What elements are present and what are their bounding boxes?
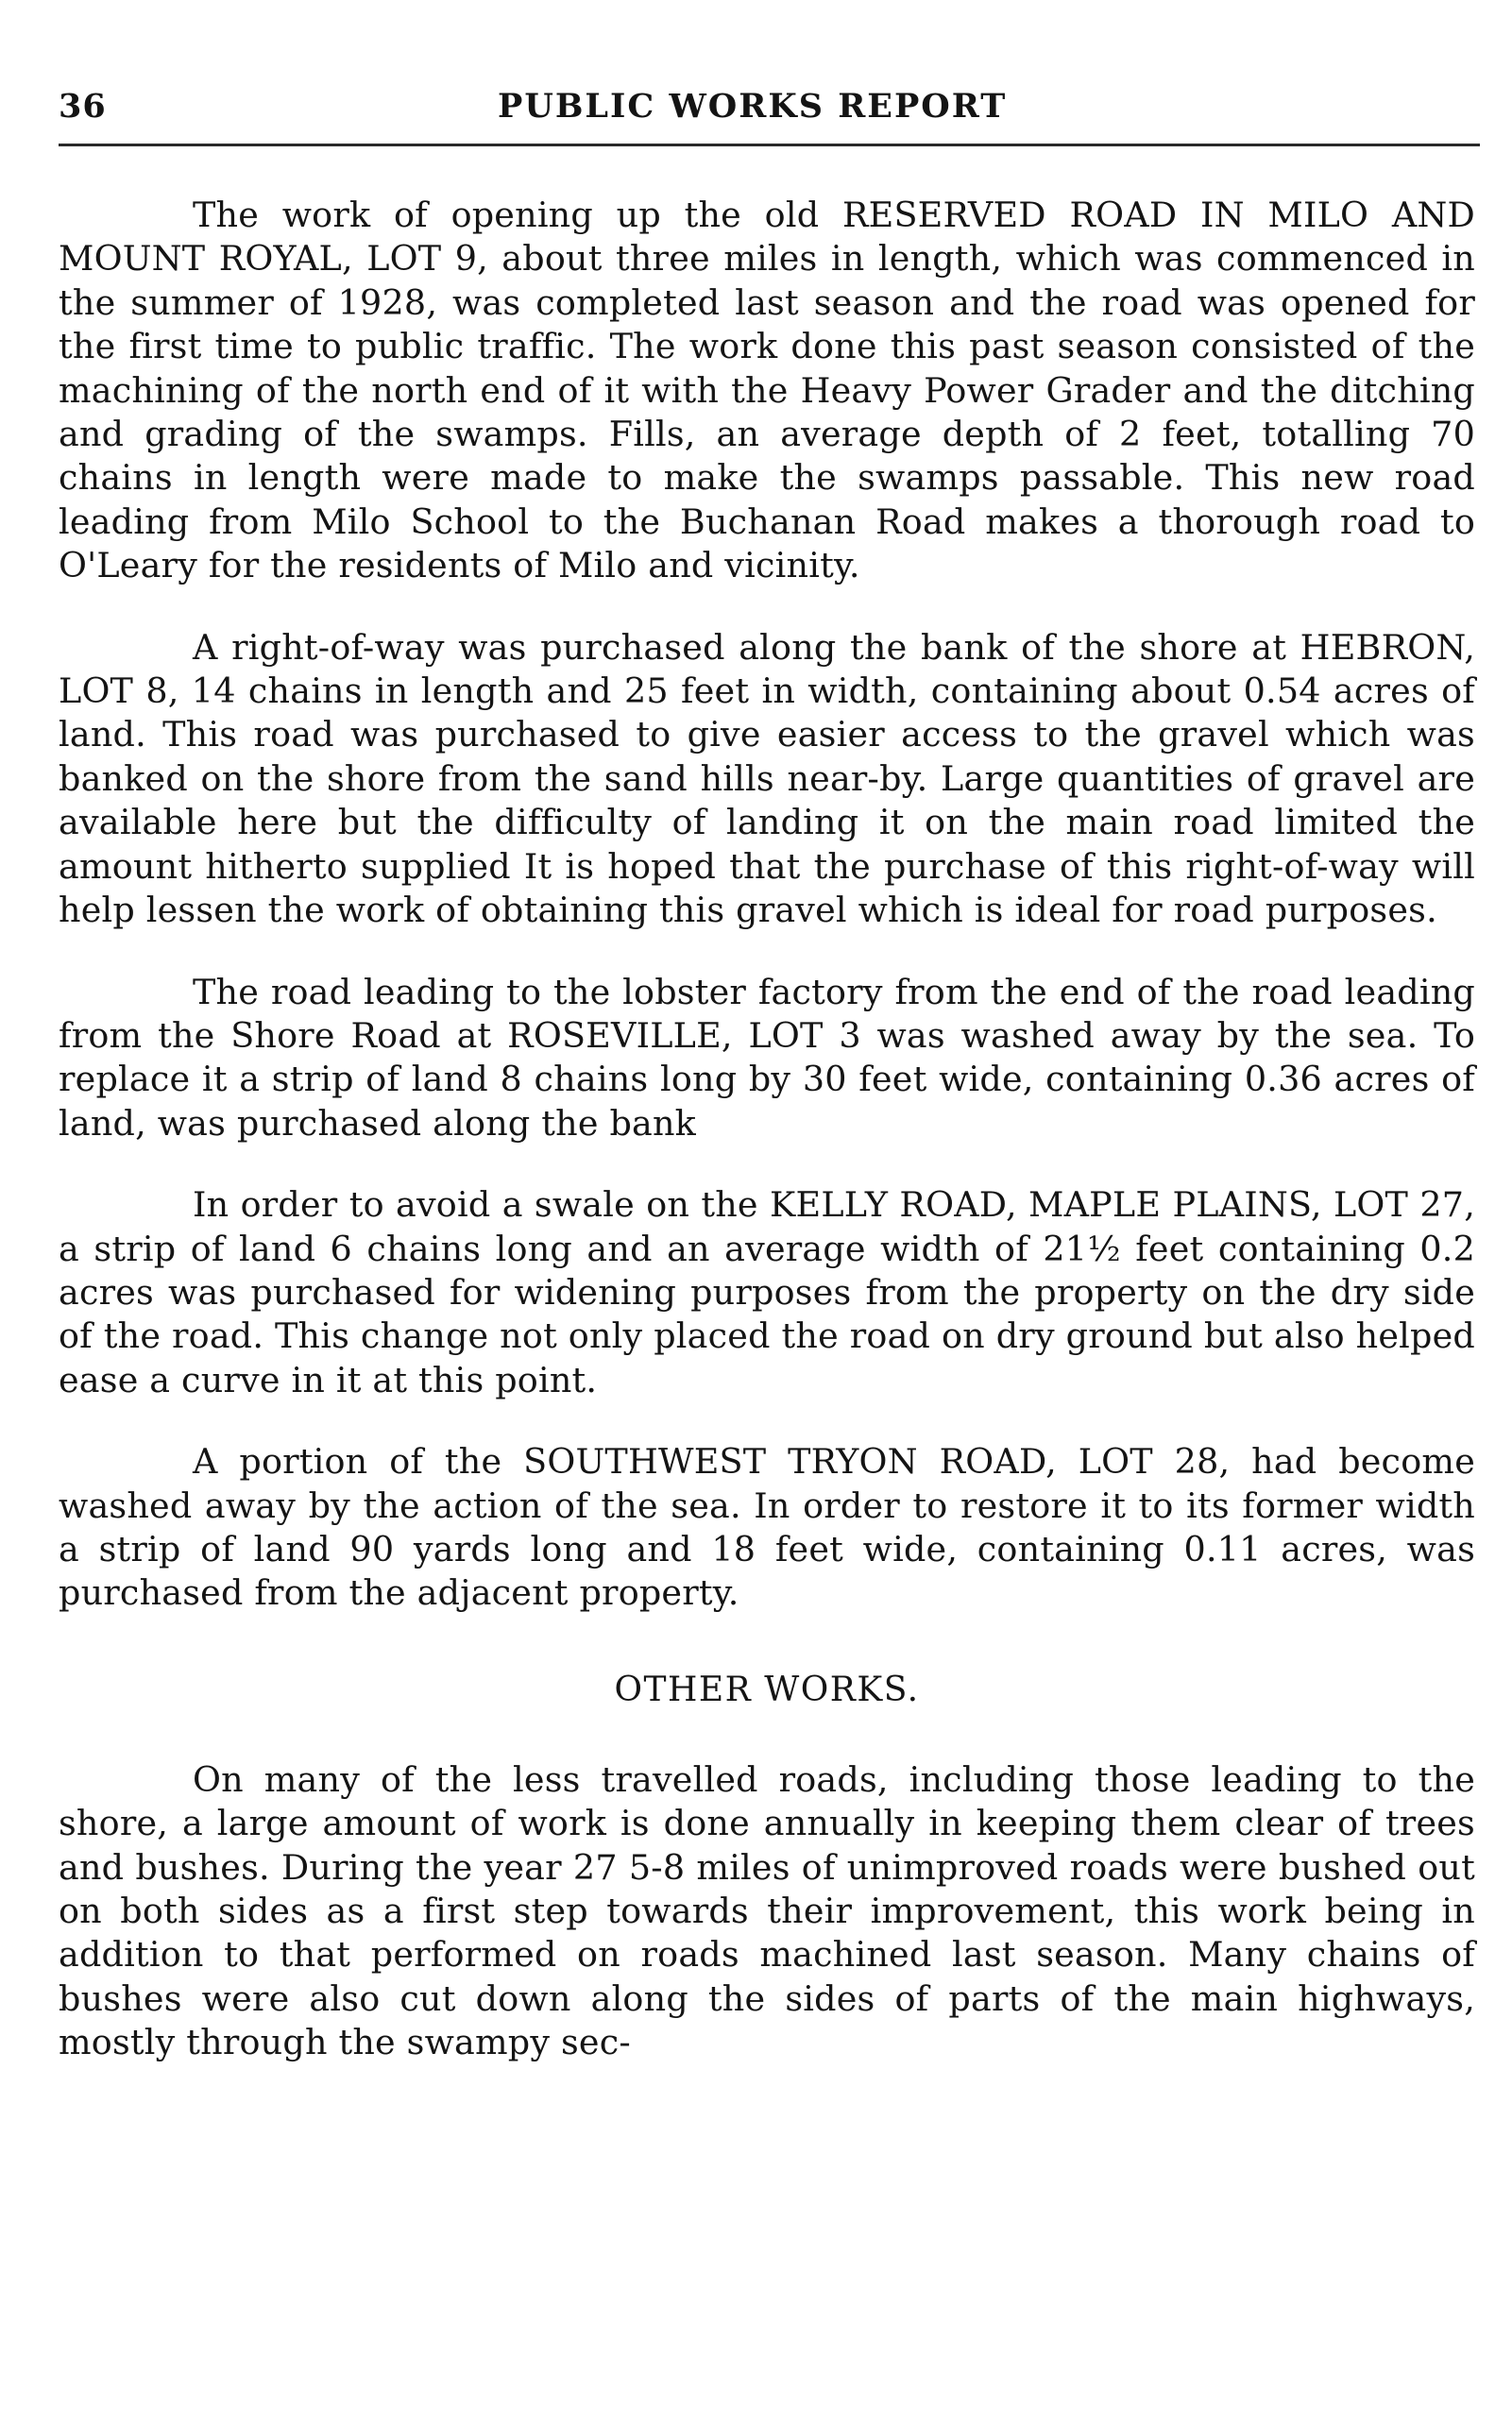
header-rule: [59, 144, 1480, 146]
report-body: [59, 194, 1475, 2065]
page-number: 36: [59, 87, 107, 126]
page-header: [59, 87, 1475, 144]
paragraph-kelly-road: In order to avoid a swale on the KELLY ROAD, MAPLE PLAINS, LOT 27, a strip of land 6 chains long and an average width of 21½ feet containing 0.2 acres was purchased for widening purposes from the property on the dry side of the road. This change not only placed the road on dry ground but also helped ease a curve in it at this point.: [59, 1184, 1475, 1400]
paragraph-reserved-road: The work of opening up the old RESERVED ROAD IN MILO AND MOUNT ROYAL, LOT 9, about three miles in length, which was commenced in the summer of 1928, was completed last season and the road was opened for the first time to public traffic. The work done this past season consisted of the machining of the north end of it with the Heavy Power Grader and the ditching and grading of the swamps. Fills, an average depth of 2 feet, totalling 70 chains in length were made to make the swamps passable. This new road leading from Milo School to the Buchanan Road makes a thorough road to O'Leary for the residents of Milo and vicinity.: [59, 195, 1475, 586]
paragraph-roseville-road: The road leading to the lobster factory from the end of the road leading from the Shore Road at ROSEVILLE, LOT 3 was washed away by the sea. To replace it a strip of land 8 chains long by 30 feet wide, containing 0.36 acres of land, was purchased along the bank: [59, 971, 1475, 1144]
paragraph-hebron-right-of-way: A right-of-way was purchased along the bank of the shore at HEBRON, LOT 8, 14 chains in length and 25 feet in width, containing about 0.54 acres of land. This road was purchased to give easier access to the gravel which was banked on the shore from the sand hills near-by. Large quantities of gravel are available here but the difficulty of landing it on the main road limited the amount hitherto supplied It is hoped that the purchase of this right-of-way will help lessen the work of obtaining this gravel which is ideal for road purposes.: [59, 626, 1475, 931]
section-heading-other-works: OTHER WORKS.: [614, 1670, 920, 1709]
paragraph-southwest-tryon-road: A portion of the SOUTHWEST TRYON ROAD, LOT 28, had become washed away by the action of the sea. In order to restore it to its former width a strip of land 90 yards long and 18 feet wide, containing 0.11 acres, was purchased from the adjacent property.: [59, 1441, 1475, 1614]
running-head: PUBLIC WORKS REPORT: [498, 87, 1008, 126]
paragraph-other-works: On many of the less travelled roads, including those leading to the shore, a large amount of work is done annually in keeping them clear of trees and bushes. During the year 27 5-8 miles of unimproved roads were bushed out on both sides as a first step towards their improvement, this work being in addition to that performed on roads machined last season. Many chains of bushes were also cut down along the sides of parts of the main highways, mostly through the swampy sec-: [59, 1758, 1475, 2063]
